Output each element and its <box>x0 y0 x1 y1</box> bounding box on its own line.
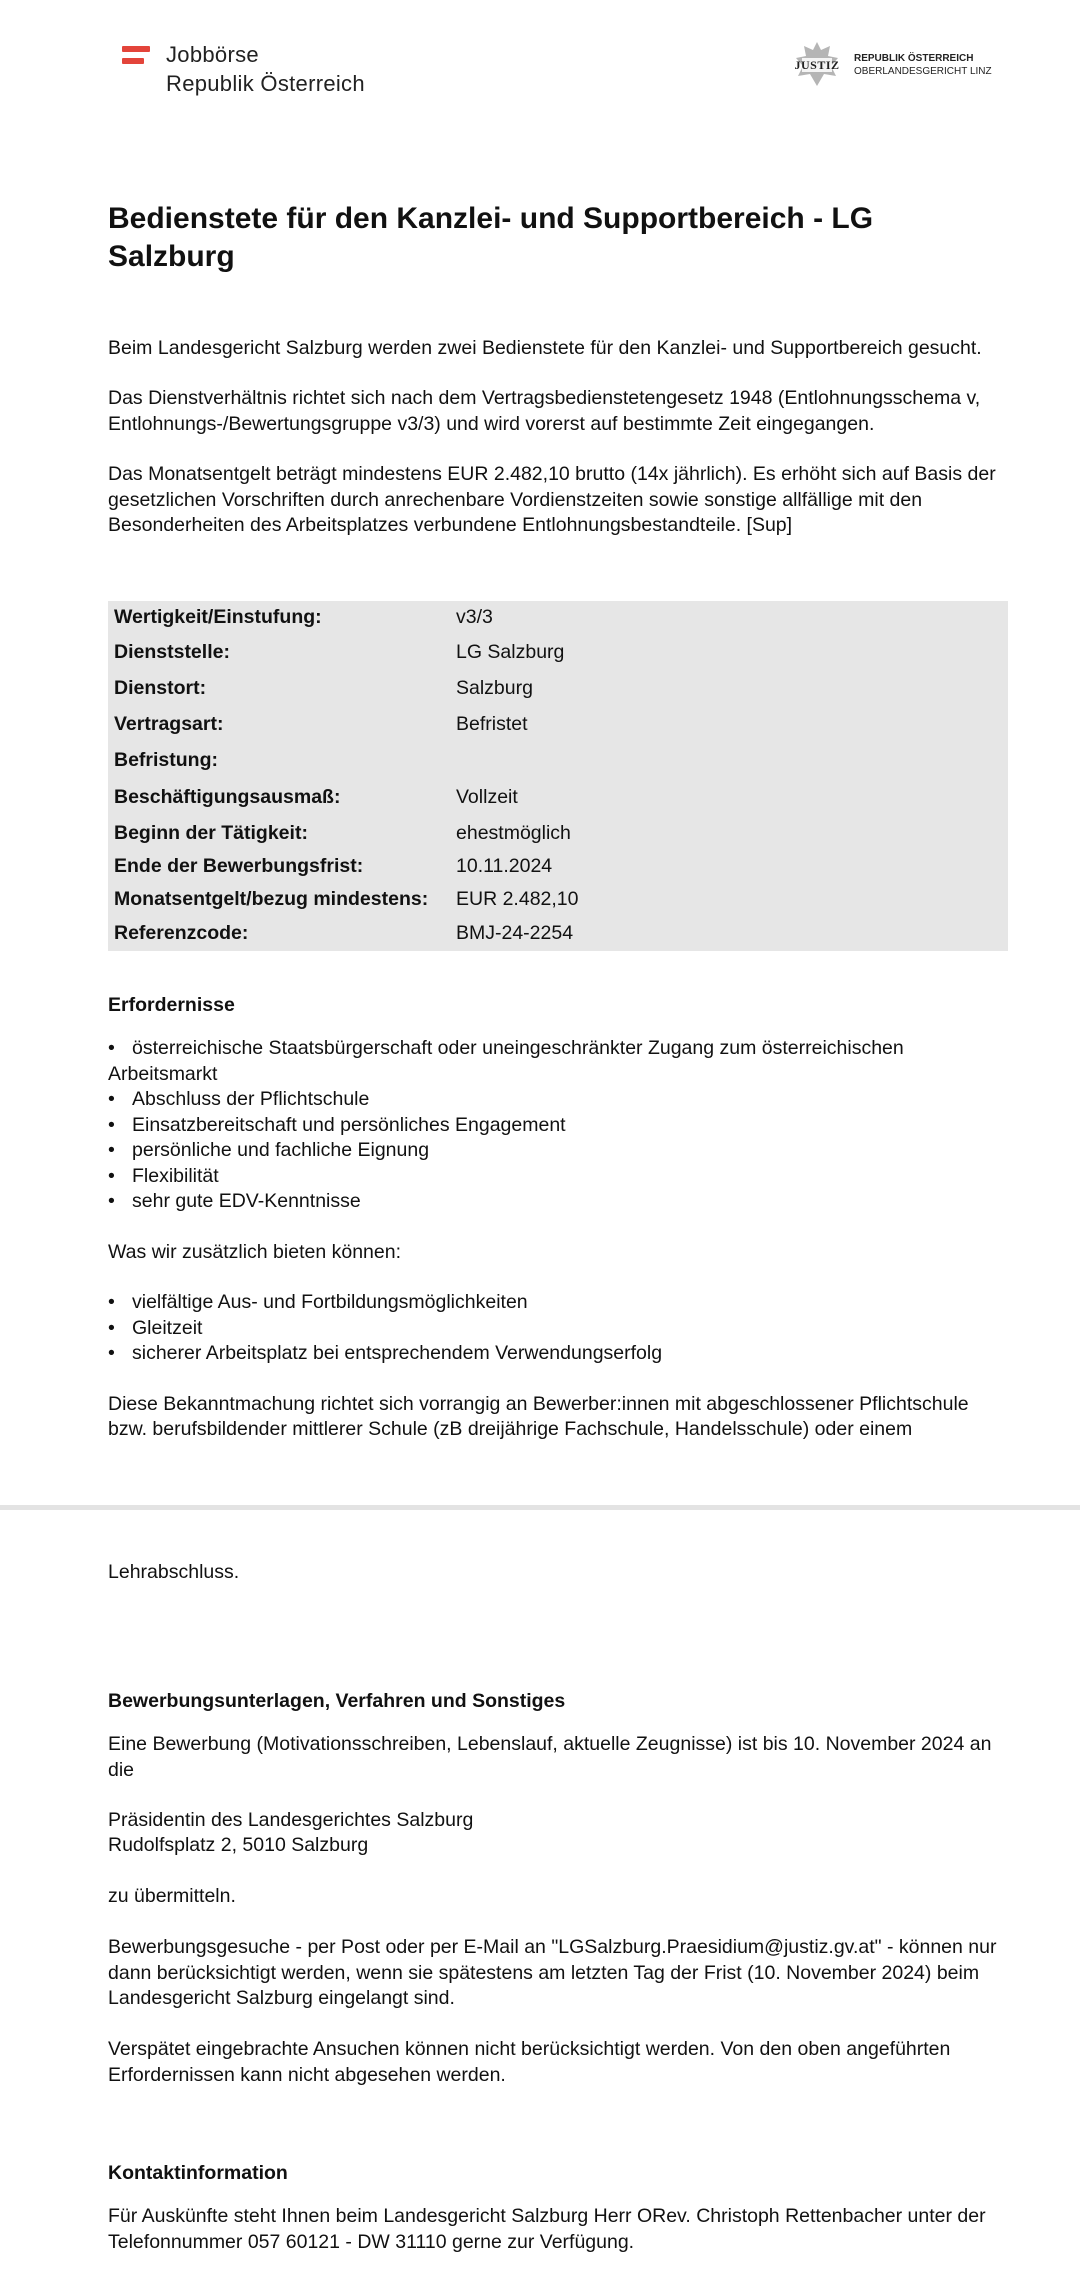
detail-label: Dienstort: <box>114 677 207 699</box>
detail-value: Salzburg <box>456 677 533 699</box>
bullet-icon: • <box>108 1342 115 1364</box>
bullet-icon: • <box>108 1113 115 1136</box>
justiz-logo <box>790 38 992 92</box>
application-paragraph-2: zu übermitteln. <box>108 1885 236 1907</box>
page-title: Bedienstete für den Kanzlei- und Supportbereich - LG Salzburg <box>108 202 874 273</box>
intro-paragraph-3: Das Monatsentgelt beträgt mindestens EUR 2.482,10 brutto (14x jährlich). Es erhöht sich auf Basis der gesetzlichen Vorschriften durch anrechenbare Vordienstzeiten sowie sonstige allfällige mit den Besonderheiten des Arbeitsplatzes verbundene Entlohnungsbestandteile. [Sup] <box>108 463 996 536</box>
detail-value: Vollzeit <box>456 786 518 808</box>
details-table <box>108 601 1008 951</box>
bullet-icon: • <box>108 1139 115 1161</box>
justiz-mark: JUSTIZ <box>794 58 840 72</box>
detail-value: EUR 2.482,10 <box>456 888 579 910</box>
application-paragraph-3: Bewerbungsgesuche - per Post oder per E-Mail an "LGSalzburg.Praesidium@justiz.gv.at" - können nur dann berücksichtigt werden, wenn sie spätestens am letzten Tag der Frist (10. November 2024) beim Landesgericht Salzburg eingelangt sind. <box>108 1936 997 2009</box>
application-paragraph-1: Eine Bewerbung (Motivationsschreiben, Lebenslauf, aktuelle Zeugnisse) ist bis 10. November 2024 an die <box>108 1733 992 1781</box>
detail-value: ehestmöglich <box>456 822 571 844</box>
requirements-list <box>108 1036 1008 1215</box>
contact-text: Für Auskünfte steht Ihnen beim Landesgericht Salzburg Herr ORev. Christoph Rettenbacher unter der Telefonnummer 057 60121 - DW 31110 gerne zur Verfügung. <box>108 2205 986 2253</box>
bullet-icon: • <box>108 1164 115 1187</box>
intro-paragraph-2: Das Dienstverhältnis richtet sich nach dem Vertragsbedienstetengesetz 1948 (Entlohnungsschema v, Entlohnungs-/Bewertungsgruppe v3/3) und wird vorerst auf bestimmte Zeit eingegangen. <box>108 387 981 435</box>
offer-list <box>108 1290 1008 1367</box>
detail-label: Beschäftigungsausmaß: <box>114 786 341 808</box>
intro-paragraph-1: Beim Landesgericht Salzburg werden zwei Bedienstete für den Kanzlei- und Supportbereich gesucht. <box>108 337 982 359</box>
republic-line-2: OBERLANDESGERICHT LINZ <box>854 66 992 77</box>
detail-value: LG Salzburg <box>456 641 565 663</box>
bullet-icon: • <box>108 1316 115 1339</box>
jobboerse-logo[interactable] <box>122 40 365 98</box>
audience-note-line-1: Diese Bekanntmachung richtet sich vorrangig an Bewerber:innen mit abgeschlossener Pflichtschule <box>108 1393 969 1415</box>
list-item: • Einsatzbereitschaft und persönliches Engagement <box>108 1113 1008 1139</box>
detail-label: Wertigkeit/Einstufung: <box>114 606 322 628</box>
list-item: • österreichische Staatsbürgerschaft oder uneingeschränkter Zugang zum österreichischen <box>108 1036 1008 1062</box>
list-item: • Flexibilität <box>108 1164 1008 1190</box>
detail-label: Befristung: <box>114 749 218 771</box>
audience-note-line-2: bzw. berufsbildender mittlerer Schule (zB dreijährige Fachschule, Handelsschule) oder einem <box>108 1418 913 1440</box>
address-line-2: Rudolfsplatz 2, 5010 Salzburg <box>108 1834 369 1856</box>
offer-intro: Was wir zusätzlich bieten können: <box>108 1241 401 1263</box>
detail-label: Monatsentgelt/bezug mindestens: <box>114 888 429 910</box>
bullet-icon: • <box>108 1190 115 1212</box>
detail-label: Referenzcode: <box>114 922 249 944</box>
detail-label: Beginn der Tätigkeit: <box>114 822 308 844</box>
address-line-1: Präsidentin des Landesgerichtes Salzburg <box>108 1809 474 1831</box>
list-item: • persönliche und fachliche Eignung <box>108 1138 1008 1164</box>
list-item: • Abschluss der Pflichtschule <box>108 1087 1008 1113</box>
logo-line-1: Jobbörse <box>166 42 259 67</box>
detail-value: BMJ-24-2254 <box>456 922 574 944</box>
logo-line-2: Republik Österreich <box>166 71 365 96</box>
detail-value: Befristet <box>456 713 528 735</box>
contact-heading: Kontaktinformation <box>108 2162 288 2184</box>
requirements-heading: Erfordernisse <box>108 994 235 1016</box>
detail-label: Ende der Bewerbungsfrist: <box>114 855 364 877</box>
audience-note-line-3: Lehrabschluss. <box>108 1561 240 1583</box>
republic-line-1: REPUBLIK ÖSTERREICH <box>854 53 974 64</box>
application-heading: Bewerbungsunterlagen, Verfahren und Sonstiges <box>108 1690 566 1712</box>
bullet-icon: • <box>108 1037 115 1059</box>
list-item: • Gleitzeit <box>108 1316 1008 1342</box>
list-item: Arbeitsmarkt <box>108 1062 218 1085</box>
document-page-2 <box>0 1510 1080 2295</box>
detail-value: 10.11.2024 <box>456 855 553 877</box>
detail-value: v3/3 <box>456 606 493 628</box>
austria-flag-icon <box>122 46 150 98</box>
list-item: • sehr gute EDV-Kenntnisse <box>108 1189 1008 1215</box>
detail-label: Dienststelle: <box>114 641 230 663</box>
list-item: • vielfältige Aus- und Fortbildungsmöglichkeiten <box>108 1290 1008 1316</box>
list-item: • sicherer Arbeitsplatz bei entsprechendem Verwendungserfolg <box>108 1341 1008 1367</box>
bullet-icon: • <box>108 1088 115 1110</box>
detail-label: Vertragsart: <box>114 713 224 735</box>
bullet-icon: • <box>108 1291 115 1313</box>
application-paragraph-4: Verspätet eingebrachte Ansuchen können nicht berücksichtigt werden. Von den oben angeführten Erfordernissen kann nicht abgesehen werden. <box>108 2038 951 2086</box>
